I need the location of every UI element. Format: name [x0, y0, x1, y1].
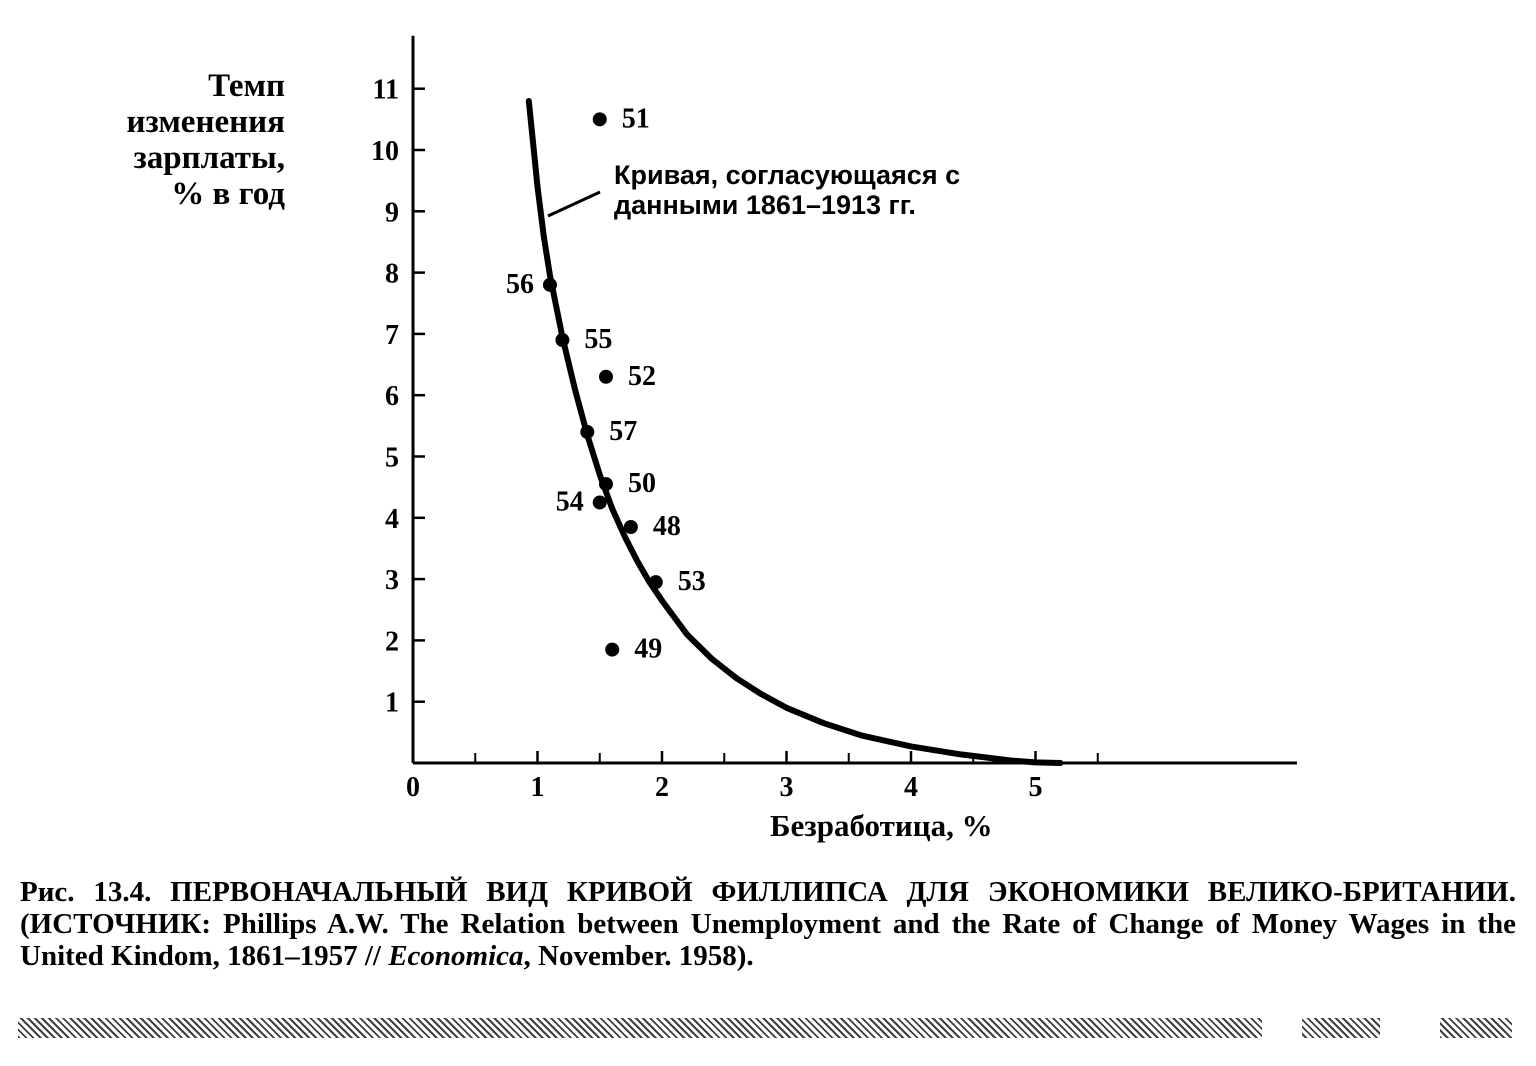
chart-axes	[413, 36, 1297, 763]
data-point	[543, 278, 557, 292]
y-tick-label: 7	[385, 319, 399, 351]
caption-journal: Economica	[388, 940, 524, 972]
y-tick-label: 11	[372, 74, 399, 106]
data-point	[599, 370, 613, 384]
x-tick-label: 2	[655, 772, 669, 803]
x-tick-label: 1	[530, 772, 545, 803]
data-point-label: 52	[627, 360, 656, 392]
y-axis-label: Темп изменения зарплаты, % в год	[126, 68, 285, 212]
data-point	[580, 425, 594, 439]
data-point-label: 55	[584, 324, 613, 356]
data-point-label: 50	[627, 468, 656, 500]
data-point-label: 56	[505, 268, 534, 300]
data-point-label: 49	[634, 633, 663, 665]
figure-caption	[20, 876, 1516, 972]
caption-end: , November. 1958).	[523, 940, 754, 972]
hatch-gap	[1380, 1016, 1440, 1040]
data-point	[624, 520, 638, 534]
x-axis-label: Безработица, %	[770, 808, 993, 843]
x-tick-label: 3	[779, 772, 794, 803]
x-tick-label: 5	[1028, 772, 1043, 803]
y-tick-label: 9	[385, 197, 399, 229]
y-tick-label: 8	[385, 258, 399, 290]
data-point	[555, 333, 569, 347]
y-tick-label: 10	[371, 136, 399, 167]
y-tick-label: 1	[385, 687, 399, 719]
data-point-label: 51	[621, 103, 650, 135]
y-tick-label: 2	[385, 626, 399, 658]
data-point-label: 48	[652, 510, 681, 542]
data-point	[649, 575, 663, 589]
data-point-label: 53	[677, 566, 706, 598]
y-tick-label: 3	[385, 565, 399, 597]
y-tick-label: 4	[385, 503, 399, 535]
caption-text: Рис. 13.4. ПЕРВОНАЧАЛЬНЫЙ ВИД КРИВОЙ ФИЛЛИПСА ДЛЯ ЭКОНОМИКИ ВЕЛИКО-БРИТАНИИ. (ИСТОЧНИК: Phillips A.W. The Relation between Unemployment and the Rate of Change of Money Wages in the United Kindom, 1861–1957 //	[20, 876, 1516, 972]
y-tick-label: 6	[385, 381, 399, 413]
data-point-label: 54	[555, 486, 584, 518]
curve-annotation-pointer	[548, 192, 600, 216]
data-point	[599, 477, 613, 491]
hatch-gap	[1262, 1016, 1302, 1040]
data-point	[605, 643, 619, 657]
data-point-label: 57	[609, 415, 638, 447]
data-point	[593, 495, 607, 509]
curve-annotation: Кривая, согласующаяся с данными 1861–1913 гг.	[614, 160, 961, 220]
y-tick-label: 5	[385, 442, 399, 474]
data-point	[593, 112, 607, 126]
x-tick-label: 4	[904, 772, 918, 803]
x-tick-label: 0	[406, 772, 420, 803]
